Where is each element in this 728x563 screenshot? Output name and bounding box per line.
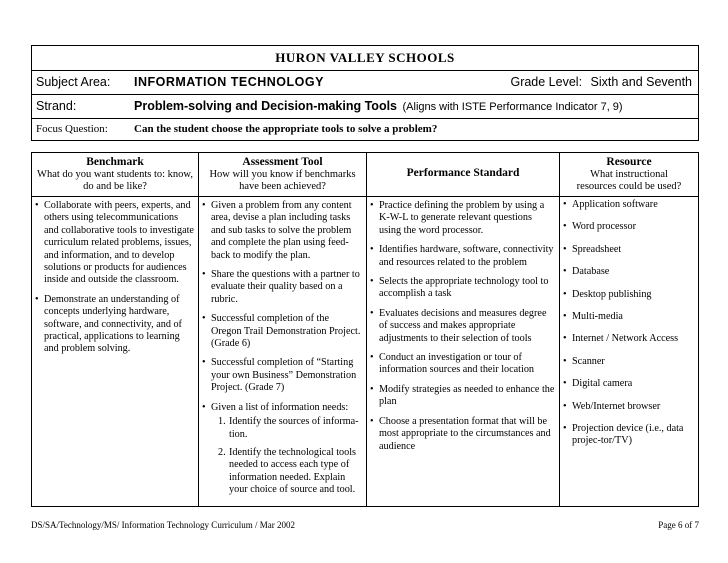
column-subtitle: What do you want students to: know, do and be like? (37, 168, 193, 192)
page-number: Page 6 of 7 (658, 520, 699, 530)
resource-column (560, 153, 698, 506)
list-item: • Share the questions with a partner to evaluate their quality based on a rubric. (202, 269, 362, 306)
strand-note: (Aligns with ISTE Performance Indicator 7, 9) (402, 101, 623, 113)
assessment-list (199, 197, 366, 497)
list-item: • Scanner (563, 356, 694, 368)
benchmark-header (32, 153, 198, 197)
assessment-sublist (211, 416, 362, 496)
list-item: • Successful completion of the Oregon Trail Demonstration Project. (Grade 6) (202, 313, 362, 350)
performance-column (367, 153, 560, 506)
curriculum-table (31, 152, 699, 507)
list-item: • Word processor (563, 221, 694, 233)
column-title: Resource (606, 156, 652, 168)
strand-row (32, 94, 698, 119)
resource-list (560, 197, 698, 448)
list-item: • Web/Internet browser (563, 401, 694, 413)
column-title: Performance Standard (406, 167, 520, 179)
list-item: • Demonstrate an understanding of concepts underlying hardware, software, and connectivity, and of practical, applications to learning and problem solving. (35, 294, 194, 356)
list-item: • Evaluates decisions and measures degree of success and makes appropriate adjustments to their selection of tools (370, 308, 555, 345)
list-item: • Spreadsheet (563, 244, 694, 256)
sublist-number: 1. (218, 416, 226, 428)
list-item: • Given a problem from any content area, devise a plan including tasks and sub tasks to solve the problem and complete the plan using feed-back to modify the plan. (202, 200, 362, 262)
subject-label: Subject Area: (36, 75, 111, 89)
list-item: • Internet / Network Access (563, 333, 694, 345)
sublist-item (218, 416, 362, 441)
column-subtitle: How will you know if benchmarks have been achieved? (209, 168, 356, 192)
list-item: • Selects the appropriate technology tool to accomplish a task (370, 276, 555, 301)
list-item: • Modify strategies as needed to enhance the plan (370, 384, 555, 409)
column-subtitle: What instructional resources could be used? (576, 168, 682, 192)
list-item: • Collaborate with peers, experts, and others using telecommunications and collaborative tools to investigate curriculum related problems, issues, and information, and to develop solutions or products for audiences inside and outside the classroom. (35, 200, 194, 287)
list-item: • Multi-media (563, 311, 694, 323)
sublist-text: Identify the technological tools needed to access each type of information needed. Explain your choice of source and tool. (229, 446, 357, 496)
list-item: • Successful completion of “Starting your own Business” Demonstration Project. (Grade 7) (202, 357, 362, 394)
list-item-text: Given a list of information needs: (211, 401, 349, 413)
sublist-text: Identify the sources of informa-tion. (229, 416, 359, 440)
sublist-number: 2. (218, 446, 226, 458)
focus-row (32, 118, 698, 142)
list-item (202, 402, 362, 497)
strand-label: Strand: (36, 99, 77, 113)
grade-value: Sixth and Seventh (590, 75, 692, 89)
list-item: • Database (563, 266, 694, 278)
list-item: • Conduct an investigation or tour of information sources and their location (370, 352, 555, 377)
list-item: • Identifies hardware, software, connectivity and resources related to the problem (370, 244, 555, 269)
list-item: • Application software (563, 199, 694, 211)
strand-value: Problem-solving and Decision-making Tools (134, 99, 398, 113)
strand-value-group (134, 99, 623, 113)
focus-label: Focus Question: (36, 123, 108, 135)
page-footer (31, 520, 699, 530)
column-title: Assessment Tool (242, 156, 323, 168)
list-item: • Digital camera (563, 378, 694, 390)
benchmark-column (32, 153, 199, 506)
list-item: • Choose a presentation format that will be most appropriate to the circumstances and audience (370, 416, 555, 453)
performance-list (367, 197, 559, 453)
list-item: • Desktop publishing (563, 289, 694, 301)
school-name: HURON VALLEY SCHOOLS (32, 46, 698, 71)
sublist-item (218, 447, 362, 497)
column-title: Benchmark (86, 156, 144, 168)
header-box (31, 45, 699, 141)
footer-doc-id: DS/SA/Technology/MS/ Information Technology Curriculum / Mar 2002 (31, 520, 296, 530)
performance-header (367, 153, 559, 197)
list-item: • Projection device (i.e., data projec-tor/TV) (563, 423, 694, 448)
subject-value: INFORMATION TECHNOLOGY (134, 75, 324, 89)
subject-row (32, 70, 698, 95)
resource-header (560, 153, 698, 197)
benchmark-list (32, 197, 198, 356)
grade-level (510, 75, 692, 89)
grade-label: Grade Level: (510, 75, 583, 89)
assessment-header (199, 153, 366, 197)
focus-question: Can the student choose the appropriate tools to solve a problem? (134, 123, 438, 135)
assessment-column (199, 153, 367, 506)
list-item: • Practice defining the problem by using a K-W-L to generate relevant questions using the word processor. (370, 200, 555, 237)
